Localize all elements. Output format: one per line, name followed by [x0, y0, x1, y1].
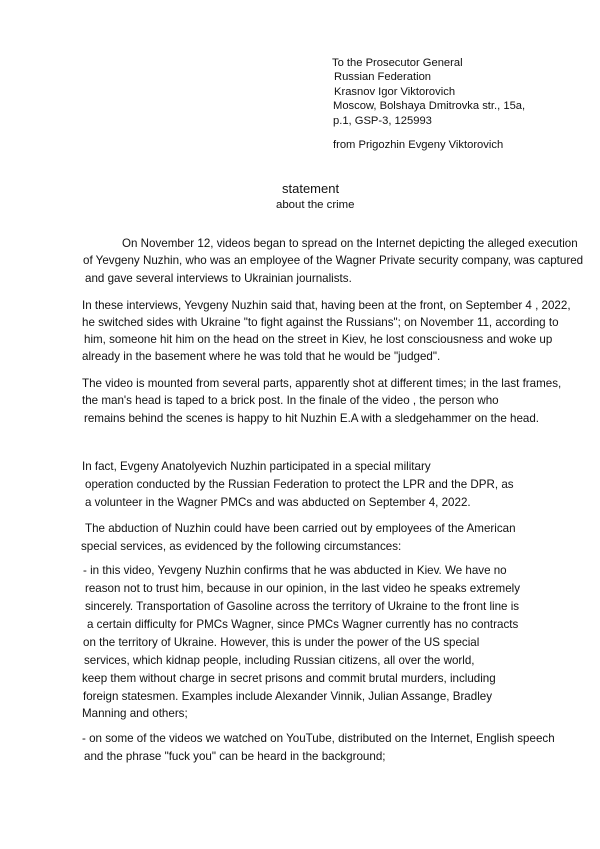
text-line: a volunteer in the Wagner PMCs and was abducted on September 4, 2022.: [85, 496, 471, 509]
sender-line: from Prigozhin Evgeny Viktorovich: [333, 139, 504, 151]
text-line: services, which kidnap people, including Russian citizens, all over the world,: [84, 654, 475, 667]
text-line: and the phrase "fuck you" can be heard in the background;: [84, 750, 386, 763]
addressee-line: To the Prosecutor General: [332, 57, 463, 69]
text-line: On November 12, videos began to spread on the Internet depicting the alleged execution: [122, 237, 578, 250]
addressee-line: p.1, GSP-3, 125993: [333, 115, 432, 127]
text-line: him, someone hit him on the head on the street in Kiev, he lost consciousness and woke up: [84, 333, 553, 346]
text-line: the man's head is taped to a brick post. In the finale of the video , the person who: [82, 394, 499, 407]
text-line: keep them without charge in secret prisons and commit brutal murders, including: [82, 672, 496, 685]
text-line: he switched sides with Ukraine "to fight against the Russians"; on November 11, according to: [82, 316, 559, 329]
text-line: remains behind the scenes is happy to hit Nuzhin E.A with a sledgehammer on the head.: [84, 412, 540, 425]
text-line: sincerely. Transportation of Gasoline across the territory of Ukraine to the front line is: [85, 600, 520, 613]
text-line: special services, as evidenced by the following circumstances:: [81, 540, 402, 553]
text-line: operation conducted by the Russian Federation to protect the LPR and the DPR, as: [85, 478, 514, 491]
text-line: - in this video, Yevgeny Nuzhin confirms that he was abducted in Kiev. We have no: [83, 564, 507, 577]
text-line: In these interviews, Yevgeny Nuzhin said that, having been at the front, on September 4 , 2022,: [82, 299, 571, 312]
text-line: of Yevgeny Nuzhin, who was an employee of the Wagner Private security company, was captured: [83, 254, 584, 267]
addressee-line: Russian Federation: [334, 71, 432, 83]
text-line: - on some of the videos we watched on YouTube, distributed on the Internet, English speech: [82, 732, 555, 745]
addressee-line: Krasnov Igor Viktorovich: [334, 86, 456, 98]
text-line: The abduction of Nuzhin could have been carried out by employees of the American: [85, 522, 516, 535]
text-line: reason not to trust him, because in our opinion, in the last video he speaks extremely: [85, 582, 521, 595]
text-line: Manning and others;: [82, 707, 188, 720]
text-line: and gave several interviews to Ukrainian journalists.: [85, 272, 352, 285]
text-line: a certain difficulty for PMCs Wagner, since PMCs Wagner currently has no contracts: [87, 618, 519, 631]
document-subtitle: about the crime: [276, 199, 355, 211]
document-title: statement: [282, 181, 340, 196]
text-line: on the territory of Ukraine. However, this is under the power of the US special: [83, 636, 480, 649]
text-line: foreign statesmen. Examples include Alexander Vinnik, Julian Assange, Bradley: [83, 690, 493, 703]
text-line: already in the basement where he was told that he would be "judged".: [82, 350, 441, 363]
addressee-line: Moscow, Bolshaya Dmitrovka str., 15a,: [333, 100, 526, 112]
text-line: The video is mounted from several parts, apparently shot at different times; in the last frames,: [82, 377, 562, 390]
text-line: In fact, Evgeny Anatolyevich Nuzhin participated in a special military: [82, 460, 431, 473]
